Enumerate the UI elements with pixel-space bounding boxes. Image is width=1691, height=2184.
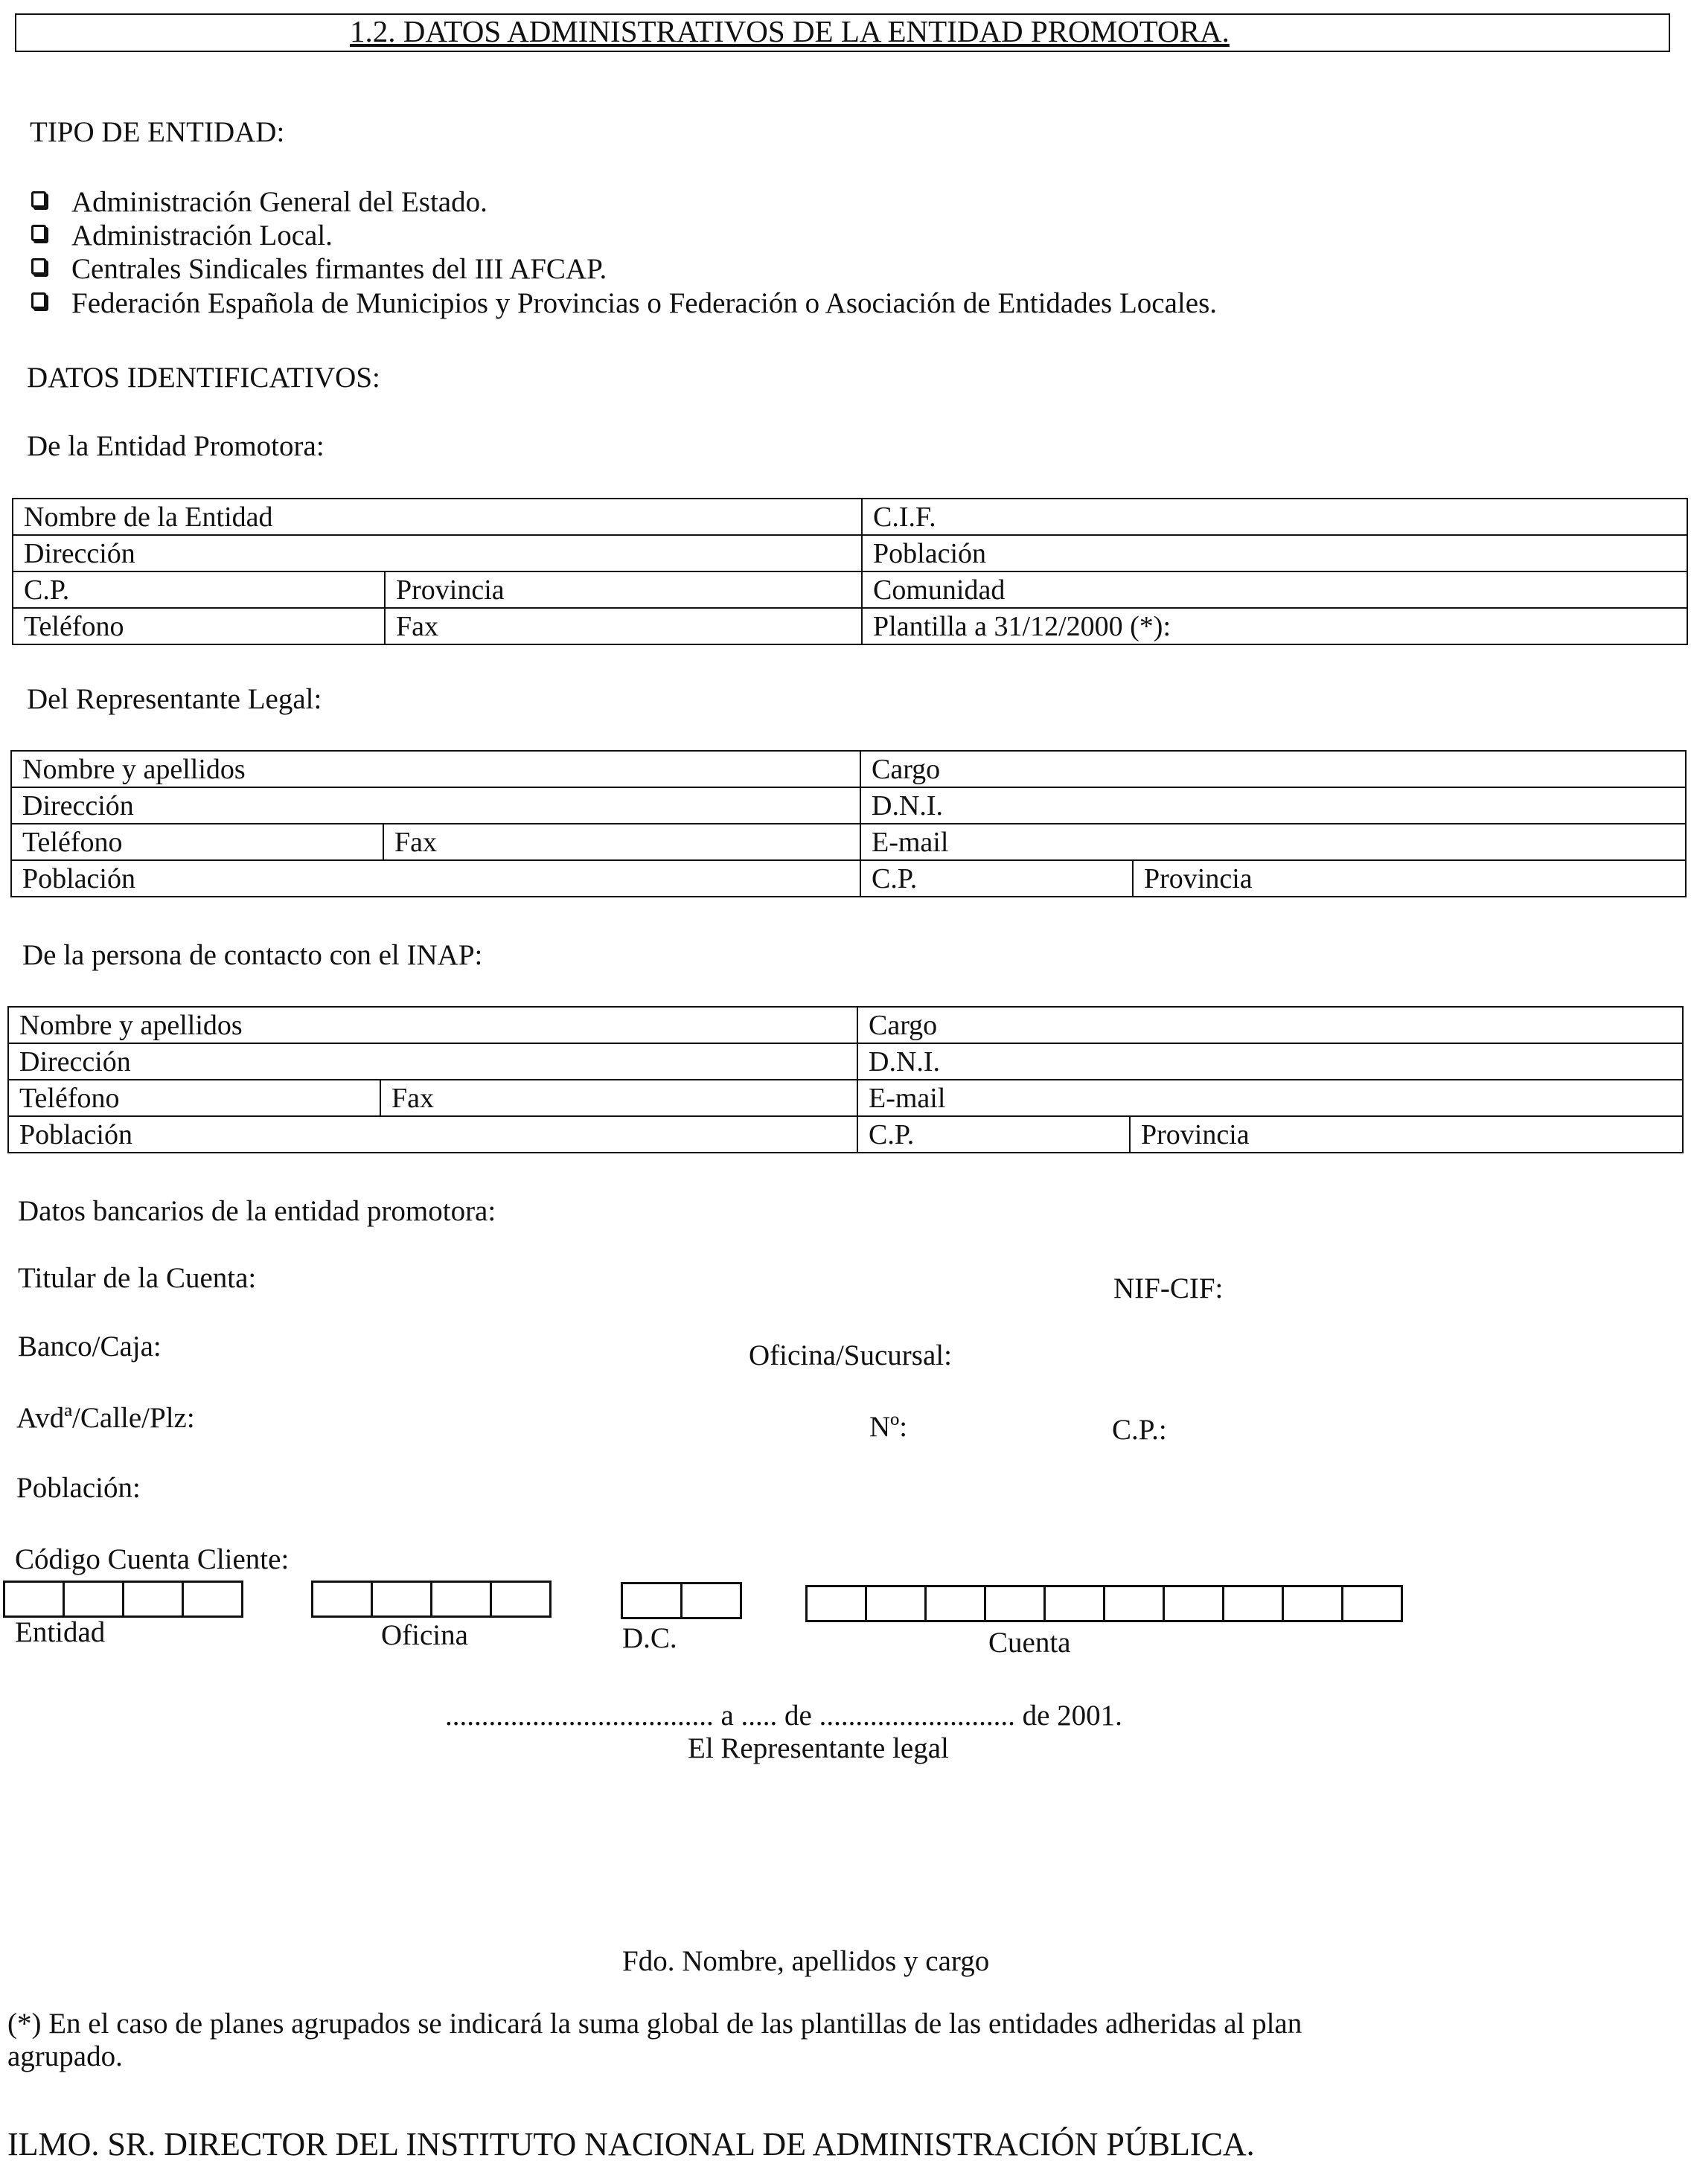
tipo-entidad-heading: TIPO DE ENTIDAD: — [30, 116, 285, 148]
cp-field[interactable]: C.P. — [13, 571, 385, 608]
fax-field[interactable]: Fax — [385, 608, 862, 644]
banco-label: Banco/Caja: — [18, 1330, 162, 1362]
poblacion-field[interactable]: Población — [862, 535, 1687, 571]
bank-poblacion-label: Población: — [16, 1472, 141, 1504]
contacto-telefono-field[interactable]: Teléfono — [8, 1080, 380, 1116]
checkbox-admin-local[interactable] — [31, 225, 46, 241]
digit-box[interactable] — [924, 1585, 986, 1622]
ccc-entidad-boxes[interactable] — [3, 1581, 243, 1618]
contacto-poblacion-field[interactable]: Población — [8, 1116, 857, 1153]
option-admin-local-label: Administración Local. — [71, 220, 333, 252]
representante-heading: Del Representante Legal: — [27, 683, 322, 715]
digit-box[interactable] — [1282, 1585, 1343, 1622]
rep-direccion-field[interactable]: Dirección — [11, 787, 860, 824]
digit-box[interactable] — [1222, 1585, 1284, 1622]
bancarios-heading: Datos bancarios de la entidad promotora: — [18, 1195, 496, 1227]
ccc-cuenta-boxes[interactable] — [805, 1585, 1403, 1622]
digit-box[interactable] — [680, 1582, 742, 1619]
cif-field[interactable]: C.I.F. — [862, 499, 1687, 535]
nota-line-1: (*) En el caso de planes agrupados se indicará la suma global de las plantillas de las entidades adheridas al plan — [7, 2008, 1302, 2040]
ccc-oficina-label: Oficina — [381, 1619, 468, 1651]
option-centrales-sindicales-label: Centrales Sindicales firmantes del III AFCAP. — [71, 253, 607, 285]
contacto-dni-field[interactable]: D.N.I. — [857, 1043, 1683, 1080]
contacto-provincia-field[interactable]: Provincia — [1130, 1116, 1683, 1153]
representante-table — [10, 750, 1687, 897]
digit-box[interactable] — [1341, 1585, 1403, 1622]
digit-box[interactable] — [122, 1581, 184, 1618]
contacto-email-field[interactable]: E-mail — [857, 1080, 1683, 1116]
telefono-field[interactable]: Teléfono — [13, 608, 385, 644]
fecha-line: ..................................... a ..... de ........................... de 2001. — [445, 1700, 1122, 1732]
entidad-table — [12, 498, 1688, 645]
digit-box[interactable] — [430, 1581, 492, 1618]
rep-cp-field[interactable]: C.P. — [860, 860, 1133, 897]
representante-legal-label: El Representante legal — [688, 1732, 949, 1764]
nif-cif-label: NIF-CIF: — [1113, 1272, 1224, 1304]
oficina-sucursal-label: Oficina/Sucursal: — [749, 1339, 952, 1371]
bank-cp-label: C.P.: — [1112, 1414, 1167, 1446]
comunidad-field[interactable]: Comunidad — [862, 571, 1687, 608]
ccc-oficina-boxes[interactable] — [311, 1581, 552, 1618]
direccion-field[interactable]: Dirección — [13, 535, 862, 571]
digit-box[interactable] — [182, 1581, 243, 1618]
numero-label: Nº: — [869, 1411, 908, 1443]
option-femp-label: Federación Española de Municipios y Provincias o Federación o Asociación de Entidades Locales. — [71, 287, 1217, 319]
rep-poblacion-field[interactable]: Población — [11, 860, 860, 897]
ccc-label: Código Cuenta Cliente: — [15, 1543, 290, 1575]
ccc-dc-label: D.C. — [622, 1622, 677, 1654]
plantilla-field[interactable]: Plantilla a 31/12/2000 (*): — [862, 608, 1687, 644]
titular-label: Titular de la Cuenta: — [18, 1262, 257, 1294]
digit-box[interactable] — [1103, 1585, 1165, 1622]
destinatario: ILMO. SR. DIRECTOR DEL INSTITUTO NACIONAL DE ADMINISTRACIÓN PÚBLICA. — [7, 2126, 1255, 2162]
firma-fdo-label: Fdo. Nombre, apellidos y cargo — [622, 1945, 990, 1977]
digit-box[interactable] — [490, 1581, 552, 1618]
digit-box[interactable] — [1163, 1585, 1224, 1622]
rep-telefono-field[interactable]: Teléfono — [11, 824, 383, 860]
digit-box[interactable] — [984, 1585, 1046, 1622]
contacto-nombre-field[interactable]: Nombre y apellidos — [8, 1007, 857, 1043]
digit-box[interactable] — [865, 1585, 927, 1622]
rep-cargo-field[interactable]: Cargo — [860, 751, 1686, 787]
ccc-cuenta-label: Cuenta — [988, 1627, 1071, 1659]
calle-label: Avdª/Calle/Plz: — [16, 1402, 195, 1434]
entidad-heading: De la Entidad Promotora: — [27, 430, 325, 462]
rep-fax-field[interactable]: Fax — [383, 824, 860, 860]
checkbox-femp[interactable] — [31, 292, 46, 309]
digit-box[interactable] — [805, 1585, 867, 1622]
contacto-fax-field[interactable]: Fax — [380, 1080, 857, 1116]
digit-box[interactable] — [63, 1581, 124, 1618]
contacto-heading: De la persona de contacto con el INAP: — [22, 939, 483, 971]
contacto-table — [7, 1006, 1684, 1153]
digit-box[interactable] — [311, 1581, 373, 1618]
contacto-cargo-field[interactable]: Cargo — [857, 1007, 1683, 1043]
digit-box[interactable] — [3, 1581, 65, 1618]
datos-identificativos-heading: DATOS IDENTIFICATIVOS: — [27, 362, 380, 394]
rep-dni-field[interactable]: D.N.I. — [860, 787, 1686, 824]
contacto-direccion-field[interactable]: Dirección — [8, 1043, 857, 1080]
checkbox-admin-general[interactable] — [31, 191, 46, 208]
rep-provincia-field[interactable]: Provincia — [1133, 860, 1686, 897]
checkbox-centrales-sindicales[interactable] — [31, 258, 46, 275]
nombre-entidad-field[interactable]: Nombre de la Entidad — [13, 499, 862, 535]
digit-box[interactable] — [621, 1582, 683, 1619]
ccc-dc-boxes[interactable] — [621, 1582, 742, 1619]
digit-box[interactable] — [371, 1581, 432, 1618]
nota-line-2: agrupado. — [7, 2040, 123, 2072]
option-admin-general-label: Administración General del Estado. — [71, 186, 488, 218]
rep-email-field[interactable]: E-mail — [860, 824, 1686, 860]
provincia-field[interactable]: Provincia — [385, 571, 862, 608]
section-title: 1.2. DATOS ADMINISTRATIVOS DE LA ENTIDAD PROMOTORA. — [350, 14, 1230, 48]
rep-nombre-field[interactable]: Nombre y apellidos — [11, 751, 860, 787]
digit-box[interactable] — [1043, 1585, 1105, 1622]
ccc-entidad-label: Entidad — [15, 1616, 106, 1648]
contacto-cp-field[interactable]: C.P. — [857, 1116, 1130, 1153]
